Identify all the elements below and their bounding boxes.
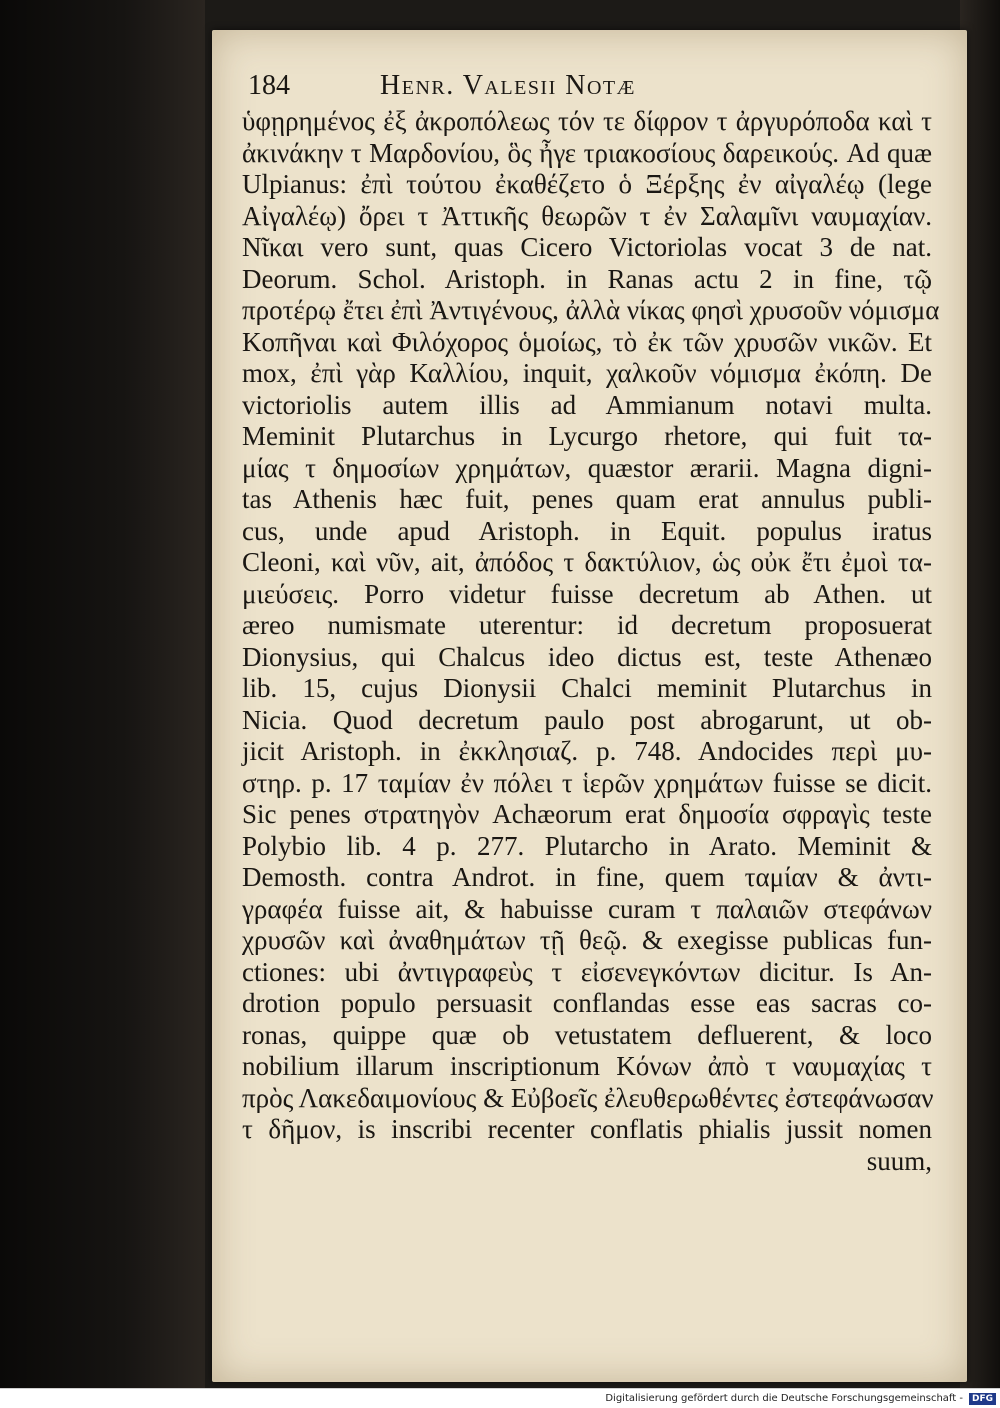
body-text bbox=[242, 106, 940, 1177]
text-line: Meminit Plutarchus in Lycurgo rhetore, qui fuit τα- bbox=[242, 421, 932, 451]
text-line: ἀκινάκην τ Μαρδονίου, ὃς ἦγε τριακοσίους δαρεικούς. Ad quæ bbox=[242, 137, 932, 168]
text-line: Demosth. contra Androt. in fine, quem ταμίαν & ἀντι- bbox=[242, 862, 932, 892]
text-line: Αἰγαλέῳ) ὄρει τ Ἀττικῆς θεωρῶν τ ἐν Σαλαμῖνι ναυμαχίαν. bbox=[242, 200, 932, 231]
digitization-footer bbox=[0, 1388, 1000, 1408]
text-line: Sic penes στρατηγὸν Achæorum erat δημοσία σφραγὶς teste bbox=[242, 799, 932, 829]
text-line: victoriolis autem illis ad Ammianum notavi multa. bbox=[242, 389, 932, 420]
text-line: στηρ. p. 17 ταμίαν ἐν πόλει τ ἱερῶν χρημάτων fuisse se dicit. bbox=[242, 767, 932, 798]
text-line: Ulpianus: ἐπὶ τούτου ἐκαθέζετο ὁ Ξέρξης ἐν αἰγαλέῳ (lege bbox=[242, 169, 932, 199]
book-page bbox=[212, 30, 967, 1382]
text-line: Polybio lib. 4 p. 277. Plutarcho in Arato. Meminit & bbox=[242, 830, 932, 861]
text-line: Cleoni, καὶ νῦν, ait, ἀπόδος τ δακτύλιον, ὡς οὐκ ἔτι ἐμοὶ τα- bbox=[242, 547, 932, 577]
text-line: æreo numismate uterentur: id decretum proposuerat bbox=[242, 610, 932, 640]
text-line: γραφέα fuisse ait, & habuisse curam τ παλαιῶν στεφάνων bbox=[242, 893, 932, 924]
text-line: suum, bbox=[866, 1145, 932, 1176]
text-line: mox, ἐπὶ γὰρ Καλλίου, inquit, χαλκοῦν νόμισμα ἐκόπη. De bbox=[242, 358, 932, 388]
text-line: lib. 15, cujus Dionysii Chalci meminit Plutarchus in bbox=[242, 673, 932, 703]
scan-dark-edge-left bbox=[0, 0, 205, 1388]
text-line: προτέρῳ ἔτει ἐπὶ Ἀντιγένους, ἀλλὰ νίκας φησὶ χρυσοῦν νόμισμα bbox=[242, 295, 940, 325]
text-block bbox=[242, 70, 940, 1177]
dfg-logo: DFG bbox=[969, 1393, 996, 1405]
text-line: Dionysius, qui Chalcus ideo dictus est, teste Athenæo bbox=[242, 641, 932, 672]
text-line: nobilium illarum inscriptionum Κόνων ἀπὸ τ ναυμαχίας τ bbox=[242, 1051, 932, 1081]
text-line: Nicia. Quod decretum paulo post abrogarunt, ut ob- bbox=[242, 704, 932, 735]
text-line: Deorum. Schol. Aristoph. in Ranas actu 2 in fine, τῷ bbox=[242, 263, 932, 294]
text-line: ctiones: ubi ἀντιγραφεὺς τ εἰσενεγκόντων dicitur. Is An- bbox=[242, 956, 932, 987]
text-line: cus, unde apud Aristoph. in Equit. populus iratus bbox=[242, 515, 932, 546]
text-line: μίας τ δημοσίων χρημάτων, quæstor ærarii. Magna digni- bbox=[242, 452, 932, 483]
text-line: τ δῆμον, is inscribi recenter conflatis phialis jussit nomen bbox=[242, 1114, 932, 1144]
page-number: 184 bbox=[248, 70, 290, 101]
text-line: πρὸς Λακεδαιμονίους & Εὐβοεῖς ἐλευθερωθέντες ἐστεφάνωσαν bbox=[242, 1082, 934, 1113]
text-line: Νῖκαι vero sunt, quas Cicero Victoriolas vocat 3 de nat. bbox=[242, 232, 932, 262]
page-header bbox=[248, 70, 932, 106]
text-line: ronas, quippe quæ ob vetustatem defluerent, & loco bbox=[242, 1019, 932, 1050]
text-line: ὑφῃρημένος ἐξ ἀκροπόλεως τόν τε δίφρον τ ἀργυρόποδα καὶ τ bbox=[242, 106, 932, 136]
text-line: Κοπῆναι καὶ Φιλόχορος ὁμοίως, τὸ ἐκ τῶν χρυσῶν νικῶν. Et bbox=[242, 326, 932, 357]
text-line: tas Athenis hæc fuit, penes quam erat annulus publi- bbox=[242, 484, 932, 514]
text-line: μιεύσεις. Porro videtur fuisse decretum ab Athen. ut bbox=[242, 578, 932, 609]
text-line: jicit Aristoph. in ἐκκλησιαζ. p. 748. Andocides περὶ μυ- bbox=[242, 736, 932, 766]
text-line: χρυσῶν καὶ ἀναθημάτων τῇ θεῷ. & exegisse publicas fun- bbox=[242, 925, 932, 955]
text-line: drotion populo persuasit conflandas esse eas sacras co- bbox=[242, 988, 932, 1018]
footer-credit: Digitalisierung gefördert durch die Deutsche Forschungsgemeinschaft - bbox=[605, 1393, 963, 1404]
running-head: Henr. Valesii Notæ bbox=[380, 70, 636, 101]
